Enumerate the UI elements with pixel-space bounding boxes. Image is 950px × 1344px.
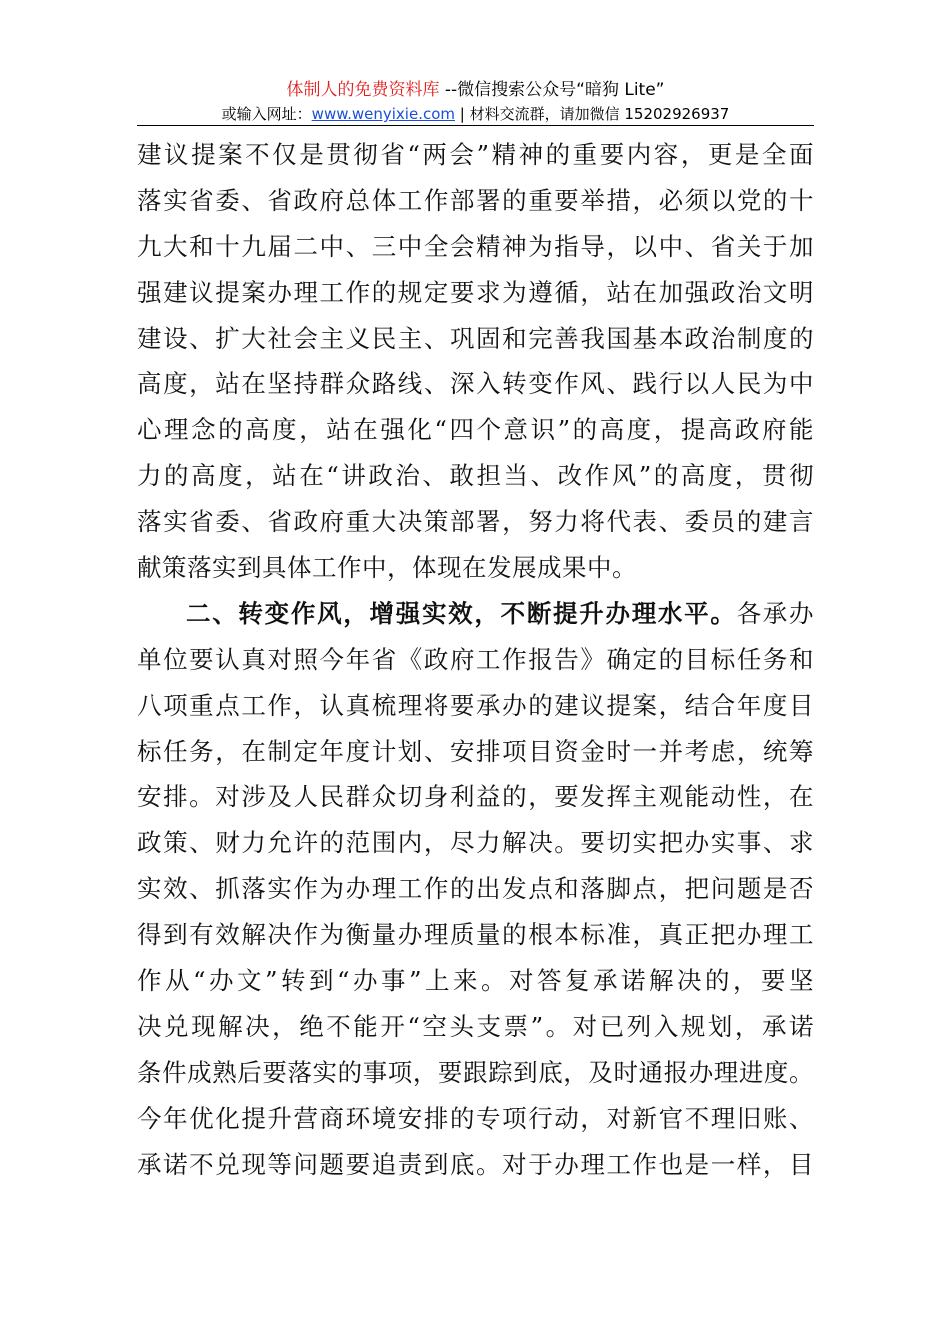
paragraph1-line: 高度，站在坚持群众路线、深入转变作风、践行以人民为中: [137, 369, 814, 399]
header-brand: 体制人的免费资料库: [286, 80, 440, 100]
paragraph2-line: 八项重点工作，认真梳理将要承办的建议提案，结合年度目: [137, 690, 814, 720]
header-contact: | 材料交流群，请加微信 15202926937: [455, 105, 730, 123]
paragraph1-line: 献策落实到具体工作中，体现在发展成果中。: [137, 553, 637, 583]
paragraph2-line: 得到有效解决作为衡量办理质量的根本标准，真正把办理工: [137, 920, 814, 950]
header-url-prefix: 或输入网址：: [221, 105, 312, 123]
header-url-link[interactable]: www.wenyixie.com: [311, 105, 455, 123]
paragraph1-line: 力的高度，站在“讲政治、敢担当、改作风”的高度，贯彻: [137, 461, 814, 491]
paragraph1-line: 建议提案不仅是贯彻省“两会”精神的重要内容，更是全面: [137, 140, 814, 169]
paragraph2-line: 单位要认真对照今年省《政府工作报告》确定的目标任务和: [137, 644, 814, 674]
paragraph2-line: 实效、抓落实作为办理工作的出发点和落脚点，把问题是否: [137, 874, 814, 904]
header-line-promo: [137, 78, 814, 102]
paragraph1-line: 落实省委、省政府总体工作部署的重要举措，必须以党的十: [137, 185, 814, 215]
section-heading: 二、转变作风，增强实效，不断提升办理水平。: [186, 598, 737, 628]
paragraph2-line: 决兑现解决，绝不能开“空头支票”。对已列入规划，承诺: [137, 1011, 814, 1041]
header-line-contact: [137, 103, 814, 125]
header-divider: [137, 125, 814, 126]
paragraph1-line: 落实省委、省政府重大决策部署，努力将代表、委员的建言: [137, 507, 814, 537]
paragraph1-line: 强建议提案办理工作的规定要求为遵循，站在加强政治文明: [137, 277, 814, 307]
paragraph2-first-tail: 各承办: [736, 598, 815, 628]
paragraph2-line: 安排。对涉及人民群众切身利益的，要发挥主观能动性，在: [137, 782, 814, 812]
paragraph2-line: 标任务，在制定年度计划、安排项目资金时一并考虑，统筹: [137, 736, 814, 766]
document-body: [137, 132, 814, 1187]
paragraph1-line: 建设、扩大社会主义民主、巩固和完善我国基本政治制度的: [137, 323, 814, 353]
paragraph2-line: 作从“办文”转到“办事”上来。对答复承诺解决的，要坚: [137, 966, 814, 996]
paragraph1-line: 九大和十九届二中、三中全会精神为指导，以中、省关于加: [137, 231, 814, 261]
header-tagline: --微信搜索公众号“暗狗 Lite”: [439, 80, 665, 100]
paragraph2-first-line: [137, 591, 814, 637]
paragraph2-line: 今年优化提升营商环境安排的专项行动，对新官不理旧账、: [137, 1103, 814, 1133]
paragraph2-line: 政策、财力允许的范围内，尽力解决。要切实把办实事、求: [137, 828, 814, 858]
page-header: [137, 78, 814, 125]
paragraph2-line: 承诺不兑现等问题要追责到底。对于办理工作也是一样，目: [137, 1149, 814, 1179]
paragraph2-line: 条件成熟后要落实的事项，要跟踪到底，及时通报办理进度。: [137, 1057, 814, 1087]
paragraph1-line: 心理念的高度，站在强化“四个意识”的高度，提高政府能: [137, 415, 814, 445]
